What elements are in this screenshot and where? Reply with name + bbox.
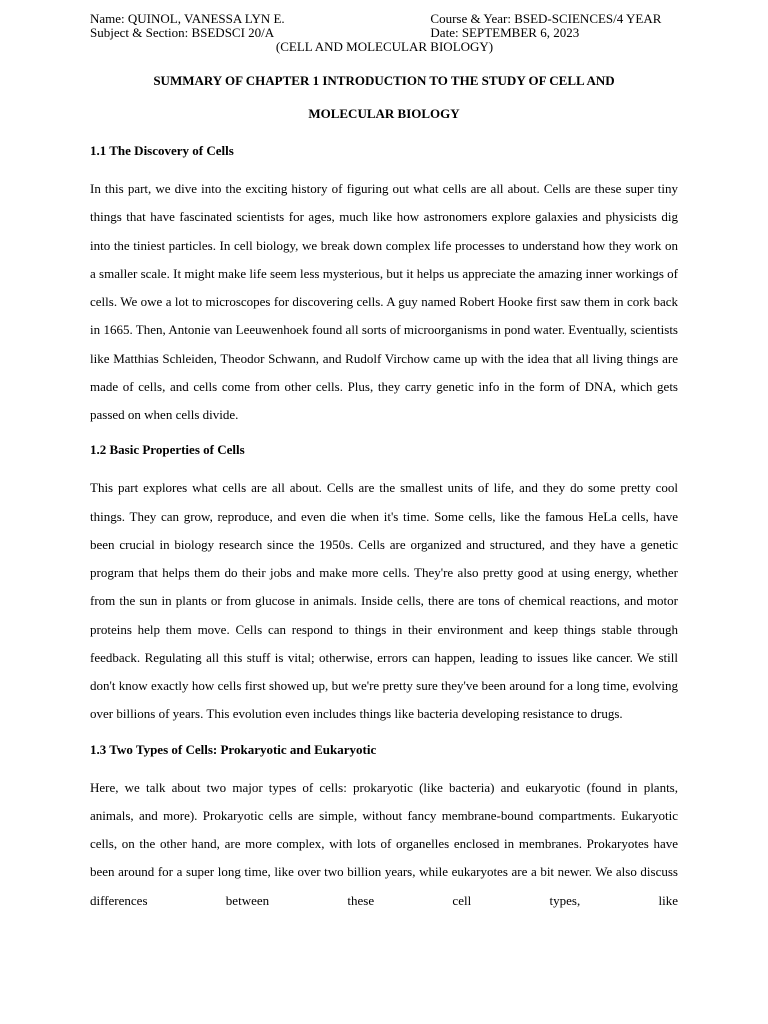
section-heading-1-1: 1.1 The Discovery of Cells [90,143,234,158]
subject-section: Subject & Section: BSEDSCI 20/A [90,25,275,40]
submission-date: Date: SEPTEMBER 6, 2023 [430,25,580,40]
section-body-1-1: In this part, we dive into the exciting history of figuring out what cells are all about. Cells are these super tiny things that have fascinated scientists for ages, much like how astronomers explore galaxies and physicists dig into the tiniest particles. In cell biology, we break down complex life processes to understand how they work on a smaller scale. It might make life seem less mysterious, but it helps us appreciate the amazing inner workings of cells. We owe a lot to microscopes for discovering cells. A guy named Robert Hooke first saw them in cork back in 1665. Then, Antonie van Leeuwenhoek found all sorts of microorganisms in pond water. Eventually, scientists like Matthias Schleiden, Theodor Schwann, and Rudolf Virchow came up with the idea that all living things are made of cells, and cells come from other cells. Plus, they carry genetic info in the form of DNA, which gets passed on when cells divide. [90,181,678,422]
subject-title: (CELL AND MOLECULAR BIOLOGY) [275,39,494,54]
header-row-1 [90,12,678,26]
document-header [90,12,678,54]
section-heading-1-3: 1.3 Two Types of Cells: Prokaryotic and Eukaryotic [90,741,377,757]
title-line-2: MOLECULAR BIOLOGY [308,106,460,121]
student-name: Name: QUINOL, VANESSA LYN E. [90,11,285,26]
title-line-1: SUMMARY OF CHAPTER 1 INTRODUCTION TO THE STUDY OF CELL AND [153,73,615,88]
course-year: Course & Year: BSED-SCIENCES/4 YEAR [430,11,662,26]
header-row-2 [90,26,678,40]
section-body-1-2: This part explores what cells are all about. Cells are the smallest units of life, and they do some pretty cool things. They can grow, reproduce, and even die when it's time. Some cells, like the famous HeLa cells, have been crucial in biology research since the 1950s. Cells are organized and structured, and they have a genetic program that helps them do their jobs and make more cells. They're also pretty good at using energy, whether from the sun in plants or from glucose in animals. Inside cells, there are tons of chemical reactions, and motor proteins help them move. Cells can respond to things in their environment and keep things stable through feedback. Regulating all this stuff is vital; otherwise, errors can happen, leading to issues like cancer. We still don't know exactly how cells first showed up, but we're pretty sure they've been around for a long time, evolving over billions of years. This evolution even includes things like bacteria developing resistance to drugs. [90,480,678,722]
section-heading-1-2: 1.2 Basic Properties of Cells [90,442,245,458]
section-body-1-3: Here, we talk about two major types of cells: prokaryotic (like bacteria) and eukaryotic (found in plants, animals, and more). Prokaryotic cells are simple, without fancy membrane-bound compartments. Eukaryotic cells, on the other hand, are more complex, with lots of organelles enclosed in membranes. Prokaryotes have been around for a super long time, like over two billion years, while eukaryotes are a bit newer. We also discuss differences between these cell types, like [90,779,678,908]
document-title [90,64,678,130]
